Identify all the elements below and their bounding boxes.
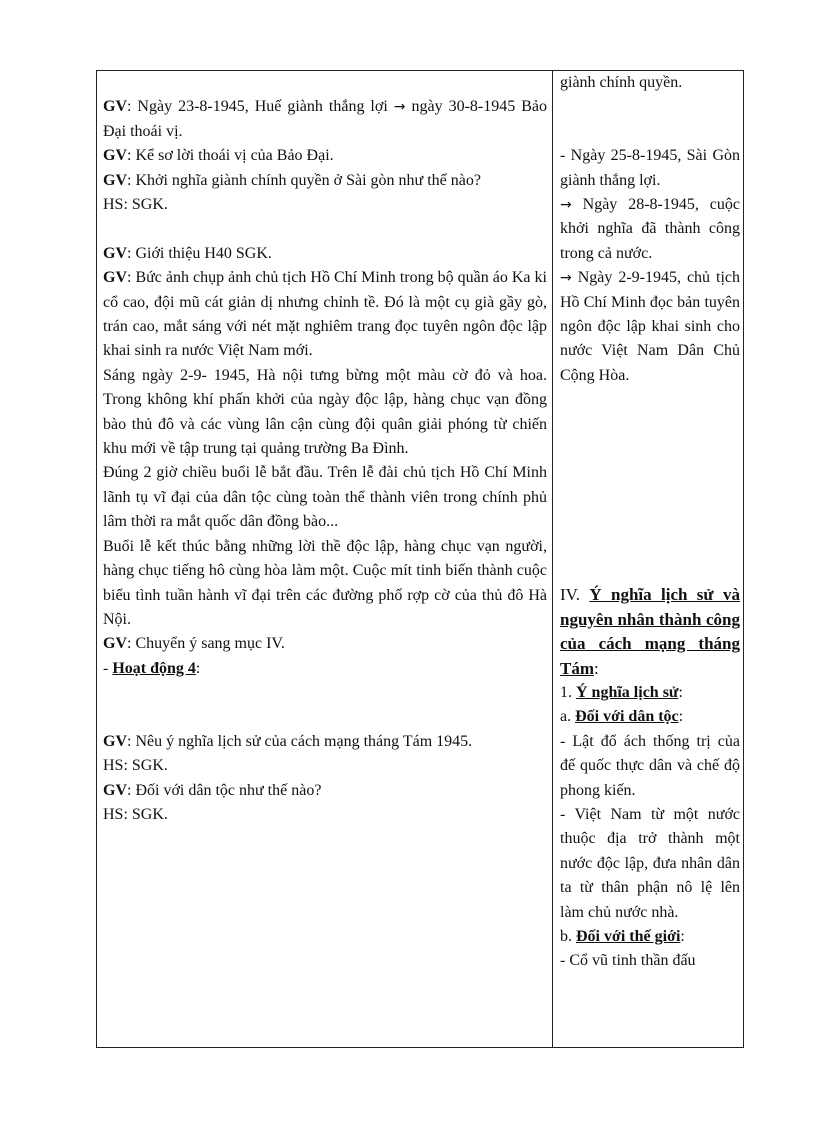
line-hs-sgk-1: HS: SGK. (103, 196, 168, 214)
line-gv-h40: GV: Giới thiệu H40 SGK. (103, 244, 272, 262)
line-gv-y-nghia: GV: Nêu ý nghĩa lịch sử của cách mạng tháng Tám 1945. (103, 732, 473, 750)
right-viet-nam: - Việt Nam từ một nước thuộc địa trở thành một nước độc lập, đưa nhân dân ta từ thân phận nô lệ lên làm chủ nước nhà. (560, 806, 740, 921)
right-28-8: → Ngày 28-8-1945, cuộc khởi nghĩa đã thành công trong cả nước. (560, 196, 740, 262)
right-2-9: → Ngày 2-9-1945, chủ tịch Hồ Chí Minh đọc bản tuyên ngôn độc lập khai sinh cho nước Việt Nam Dân Chủ Cộng Hòa. (560, 269, 740, 384)
line-gv-sai-gon: GV: Khởi nghĩa giành chính quyền ở Sài gòn như thế nào? (103, 171, 481, 189)
teacher-activity-column (103, 71, 547, 828)
line-gv-thoai-vi: GV: Kể sơ lời thoái vị của Bảo Đại. (103, 147, 334, 165)
line-hs-sgk-2: HS: SGK. (103, 757, 168, 775)
section-iv-heading: IV. Ý nghĩa lịch sử và nguyên nhân thành công của cách mạng tháng Tám: (560, 585, 740, 678)
right-co-vu: - Cổ vũ tinh thần đấu (560, 952, 696, 970)
line-gv-dan-toc: GV: Đối với dân tộc như thế nào? (103, 781, 322, 799)
right-arrow-icon: → (560, 197, 572, 213)
line-gv-hue: GV: Ngày 23-8-1945, Huế giành thắng lợi → ngày 30-8-1945 Bảo Đại thoái vị. (103, 98, 548, 140)
right-lat-do: - Lật đổ ách thống trị của đế quốc thực dân và chế độ phong kiến. (560, 732, 740, 799)
subsection-1-heading: 1. Ý nghĩa lịch sử: (560, 684, 683, 701)
line-hs-sgk-3: HS: SGK. (103, 806, 168, 824)
lesson-table (96, 70, 744, 1048)
content-column (560, 71, 740, 974)
right-arrow-icon: → (560, 270, 572, 287)
paragraph-dung-2-gio: Đúng 2 giờ chiều buổi lễ bắt đầu. Trên lễ đài chủ tịch Hồ Chí Minh lãnh tụ vĩ đại của dân tộc cùng toàn thể thành viên trong chính phủ lâm thời ra mắt quốc dân đồng bào... (103, 464, 547, 531)
paragraph-sang-ngay: Sáng ngày 2-9- 1945, Hà nội tưng bừng một màu cờ đỏ và hoa. Trong không khí phấn khởi của ngày độc lập, hàng chục vạn đồng bào thủ đô và các vùng lân cận cùng đội quân giải phóng từ chiến khu mới về tập trung tại quảng trường Ba Đình. (103, 366, 547, 458)
right-sai-gon: - Ngày 25-8-1945, Sài Gòn giành thắng lợi. (560, 147, 740, 189)
right-line-chinh-quyen: giành chính quyền. (560, 74, 683, 91)
column-divider (552, 71, 553, 1047)
right-arrow-icon: → (393, 99, 406, 116)
paragraph-buoi-le: Buổi lễ kết thúc bằng những lời thề độc lập, hàng chục vạn người, hàng chục tiếng hô cùng hòa làm một. Cuộc mít tinh biến thành cuộc biểu tình tuần hành vĩ đại trên các đường phố rợp cờ của thủ đô Hà Nội. (103, 537, 547, 628)
activity-4-heading: - Hoạt động 4: (103, 659, 201, 677)
line-gv-chuyen-y: GV: Chuyển ý sang mục IV. (103, 635, 285, 653)
subsection-b-heading: b. Đối với thế giới: (560, 928, 685, 946)
subsection-a-heading: a. Đối với dân tộc: (560, 708, 684, 726)
paragraph-photo-description: GV: Bức ảnh chụp ảnh chủ tịch Hồ Chí Minh trong bộ quần áo Ka ki cổ cao, đội mũ cát giản dị nhưng chỉnh tề. Đó là một cụ già gầy gò, trán cao, mắt sáng với nét mặt nghiêm trang đọc tuyên ngôn độc lập khai sinh ra nước Việt Nam mới. (103, 269, 547, 360)
